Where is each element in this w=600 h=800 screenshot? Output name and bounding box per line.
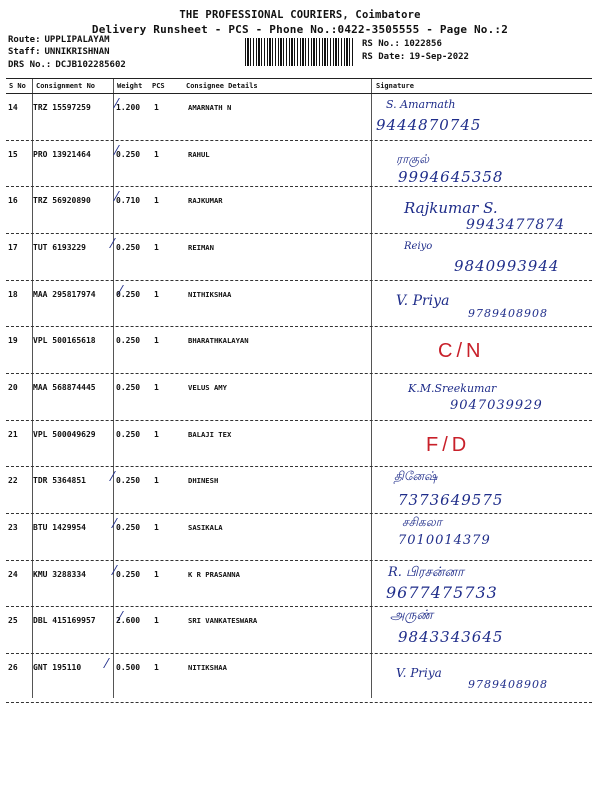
signature-phone: 9789408908: [468, 678, 548, 691]
row-pcs: 1: [154, 383, 159, 392]
col-weight: Weight: [117, 82, 143, 90]
col-consignee: Consignee Details: [186, 82, 258, 90]
rs-date-line: [362, 52, 469, 62]
signature-name: Reiyo: [404, 241, 433, 252]
row-consignee: DHINESH: [188, 476, 219, 485]
signature-phone: 7010014379: [398, 533, 491, 548]
signature-phone: 9840993944: [454, 257, 560, 275]
row-sno: 25: [8, 616, 18, 625]
row-sno: 19: [8, 336, 18, 345]
row-sno: 15: [8, 150, 18, 159]
signature-phone: 9843343645: [398, 628, 504, 646]
signature-name: R. பிரசன்னா: [388, 565, 464, 580]
row-consignment: VPL 500049629: [33, 430, 96, 439]
row-consignment: BTU 1429954: [33, 523, 86, 532]
row-sno: 18: [8, 290, 18, 299]
row-consignee: RAHUL: [188, 150, 210, 159]
barcode: [245, 38, 355, 66]
signature-cell: [368, 144, 592, 189]
row-consignment: VPL 500165618: [33, 336, 96, 345]
signature-cell: [368, 418, 592, 463]
signature-name: S. Amarnath: [386, 98, 456, 111]
row-consignment: PRO 13921464: [33, 150, 91, 159]
check-mark: [95, 471, 116, 481]
signature-cell: [368, 646, 592, 694]
row-weight: 1.200: [116, 103, 141, 112]
row-sno: 22: [8, 476, 18, 485]
check-mark: [97, 565, 118, 575]
signature-name: தினேஷ்: [394, 469, 438, 483]
signature-name: V. Priya: [396, 666, 442, 680]
row-pcs: 1: [154, 150, 159, 159]
staff-value: UNNIKRISHNAN: [44, 47, 110, 57]
row-sno: 14: [8, 103, 18, 112]
row-consignment: KMU 3288334: [33, 570, 86, 579]
col-consignment: Consignment No: [36, 82, 96, 90]
staff-line: [8, 47, 110, 57]
row-pcs: 1: [154, 430, 159, 439]
row-pcs: 1: [154, 523, 159, 532]
rs-date-value: 19-Sep-2022: [409, 52, 469, 62]
row-pcs: 1: [154, 243, 159, 252]
route-label: Route:: [8, 35, 41, 45]
signature-phone: 9994645358: [398, 168, 504, 186]
signature-cell: [368, 235, 592, 281]
check-mark: [97, 518, 118, 528]
row-weight: 0.250: [116, 523, 141, 532]
col-sno: S No: [9, 82, 26, 90]
row-pcs: 1: [154, 103, 159, 112]
row-weight: 0.710: [116, 196, 141, 205]
signature-cell: [368, 463, 592, 509]
row-consignment: MAA 295817974: [33, 290, 96, 299]
row-consignee: RAJKUMAR: [188, 196, 223, 205]
drs-line: [8, 60, 126, 70]
row-consignment: TRZ 15597259: [33, 103, 91, 112]
check-mark: [95, 238, 116, 248]
signature-phone: 9943477874: [466, 217, 566, 233]
row-pcs: 1: [154, 336, 159, 345]
row-sno: 21: [8, 430, 18, 439]
row-consignee: BALAJI TEX: [188, 430, 232, 439]
row-weight: 0.250: [116, 150, 141, 159]
rs-no-value: 1022856: [403, 39, 442, 49]
signature-cell: [368, 189, 592, 235]
row-consignee: VELUS AMY: [188, 383, 227, 392]
signature-cell: [368, 281, 592, 326]
rs-date-label: RS Date:: [362, 52, 406, 62]
row-sno: 16: [8, 196, 18, 205]
row-sno: 26: [8, 663, 18, 672]
row-consignee: NITHIKSHAA: [188, 290, 232, 299]
row-consignment: DBL 415169957: [33, 616, 96, 625]
row-consignee: AMARNATH N: [188, 103, 232, 112]
row-consignment: TRZ 56920890: [33, 196, 91, 205]
row-weight: 0.250: [116, 336, 141, 345]
row-weight: 0.250: [116, 476, 141, 485]
row-consignment: TUT 6193229: [33, 243, 86, 252]
status-mark: C/N: [438, 340, 485, 362]
row-pcs: 1: [154, 570, 159, 579]
rs-no-line: [362, 39, 442, 49]
signature-cell: [368, 98, 592, 144]
drs-value: DCJB102285602: [55, 60, 126, 70]
runsheet-subtitle: Delivery Runsheet - PCS - Phone No.:0422-3505555 - Page No.:2: [91, 23, 509, 36]
check-mark: [89, 658, 110, 668]
row-sno: 23: [8, 523, 18, 532]
status-mark: F/D: [426, 434, 471, 456]
signature-cell: [368, 555, 592, 600]
rs-no-label: RS No.:: [362, 39, 400, 49]
signature-name: K.M.Sreekumar: [408, 382, 497, 395]
row-weight: 0.500: [116, 663, 141, 672]
route-line: [8, 35, 110, 45]
row-weight: 0.250: [116, 243, 141, 252]
signature-cell: [368, 372, 592, 418]
signature-cell: [368, 600, 592, 646]
signature-name: சசிகலா: [402, 515, 442, 529]
staff-label: Staff:: [8, 47, 41, 57]
signature-cell: [368, 326, 592, 372]
row-sno: 20: [8, 383, 18, 392]
signature-name: ராகுல்: [396, 152, 430, 166]
row-consignee: SASIKALA: [188, 523, 223, 532]
signature-name: Rajkumar S.: [404, 199, 498, 217]
signature-cell: [368, 509, 592, 555]
row-weight: 0.250: [116, 430, 141, 439]
row-pcs: 1: [154, 196, 159, 205]
row-pcs: 1: [154, 616, 159, 625]
row-pcs: 1: [154, 290, 159, 299]
row-sno: 17: [8, 243, 18, 252]
row-pcs: 1: [154, 663, 159, 672]
row-consignee: K R PRASANNA: [188, 570, 240, 579]
row-consignment: GNT 195110: [33, 663, 82, 672]
row-consignment: TDR 5364851: [33, 476, 86, 485]
row-weight: 0.250: [116, 290, 141, 299]
row-consignee: NITIKSHAA: [188, 663, 227, 672]
row-weight: 0.250: [116, 570, 141, 579]
col-pcs: PCS: [152, 82, 165, 90]
col-signature: Signature: [376, 82, 414, 90]
signature-phone: 7373649575: [398, 491, 504, 509]
route-value: UPPLIPALAYAM: [44, 35, 110, 45]
table-header: [6, 78, 592, 94]
signature-phone: 9789408908: [468, 307, 548, 320]
row-pcs: 1: [154, 476, 159, 485]
row-consignment: MAA 568874445: [33, 383, 96, 392]
signature-name: V. Priya: [396, 293, 450, 309]
signature-phone: 9444870745: [376, 116, 482, 134]
signature-name: அருண்: [390, 608, 434, 623]
row-weight: 0.250: [116, 383, 141, 392]
row-consignee: SRI VANKATESWARA: [188, 616, 258, 625]
signature-phone: 9677475733: [386, 583, 498, 602]
row-consignee: REIMAN: [188, 243, 214, 252]
drs-label: DRS No.:: [8, 60, 52, 70]
signature-phone: 9047039929: [450, 398, 543, 413]
row-consignee: BHARATHKALAYAN: [188, 336, 249, 345]
row-sno: 24: [8, 570, 18, 579]
row-weight: 2.600: [116, 616, 141, 625]
company-title: THE PROFESSIONAL COURIERS, Coimbatore: [179, 9, 421, 21]
